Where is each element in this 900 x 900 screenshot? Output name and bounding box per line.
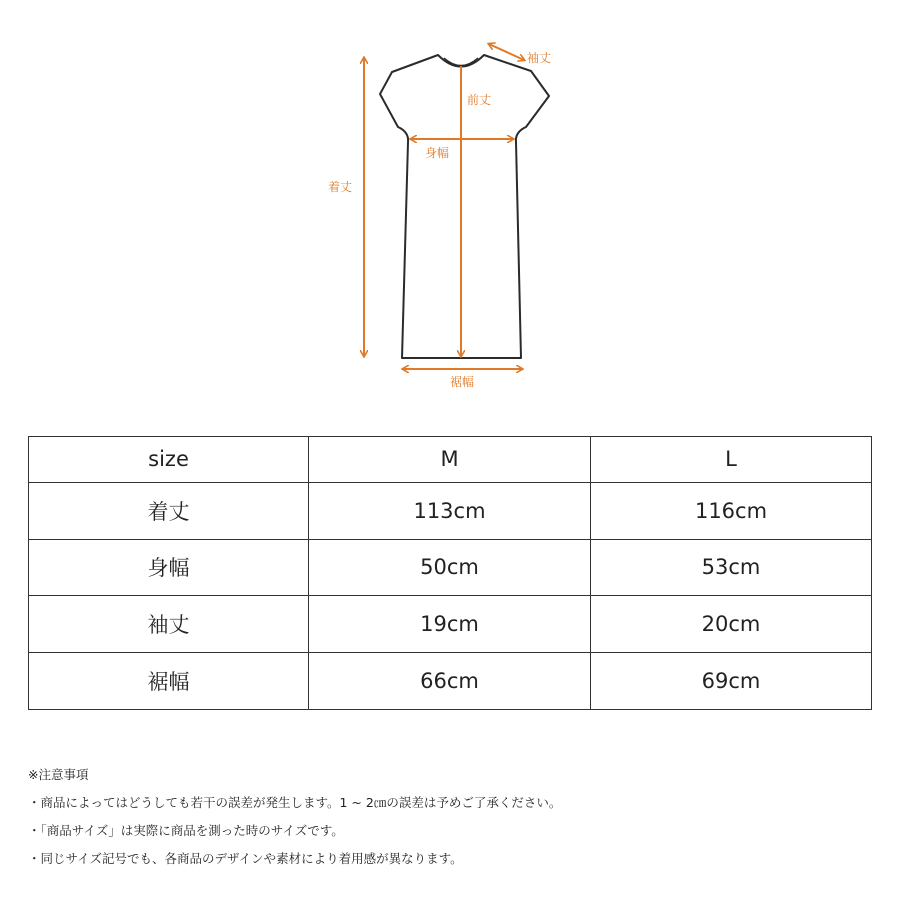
notes-title: ※注意事項 <box>28 767 89 782</box>
table-row <box>29 653 872 710</box>
length-label: 着丈 <box>328 180 353 194</box>
notes-section <box>28 765 888 877</box>
row-label: 裾幅 <box>29 653 309 710</box>
cell-value: 50cm <box>309 539 591 596</box>
cell-value: 116cm <box>591 482 872 539</box>
row-label: 身幅 <box>29 539 309 596</box>
cell-value: 19cm <box>309 596 591 653</box>
hem-width-label: 裾幅 <box>450 375 475 389</box>
size-table <box>28 436 872 710</box>
header-size-m: M <box>309 437 591 483</box>
note-item: ・同じサイズ記号でも、各商品のデザインや素材により着用感が異なります。 <box>28 851 463 866</box>
sleeve-length-label: 袖丈 <box>527 51 552 65</box>
body-width-label: 身幅 <box>425 146 450 160</box>
table-header-row <box>29 437 872 483</box>
note-item: ・「商品サイズ」は実際に商品を測った時のサイズです。 <box>28 823 344 838</box>
header-size-l: L <box>591 437 872 483</box>
table-row <box>29 596 872 653</box>
table-row <box>29 539 872 596</box>
table-row <box>29 482 872 539</box>
cell-value: 66cm <box>309 653 591 710</box>
row-label: 着丈 <box>29 482 309 539</box>
row-label: 袖丈 <box>29 596 309 653</box>
size-diagram <box>0 0 900 410</box>
note-item: ・商品によってはどうしても若干の誤差が発生します。1 ~ 2㎝の誤差は予めご了承ください。 <box>28 795 562 810</box>
header-size: size <box>29 437 309 483</box>
cell-value: 113cm <box>309 482 591 539</box>
dress-outline <box>380 55 549 358</box>
cell-value: 69cm <box>591 653 872 710</box>
cell-value: 20cm <box>591 596 872 653</box>
front-length-label: 前丈 <box>467 93 492 107</box>
cell-value: 53cm <box>591 539 872 596</box>
